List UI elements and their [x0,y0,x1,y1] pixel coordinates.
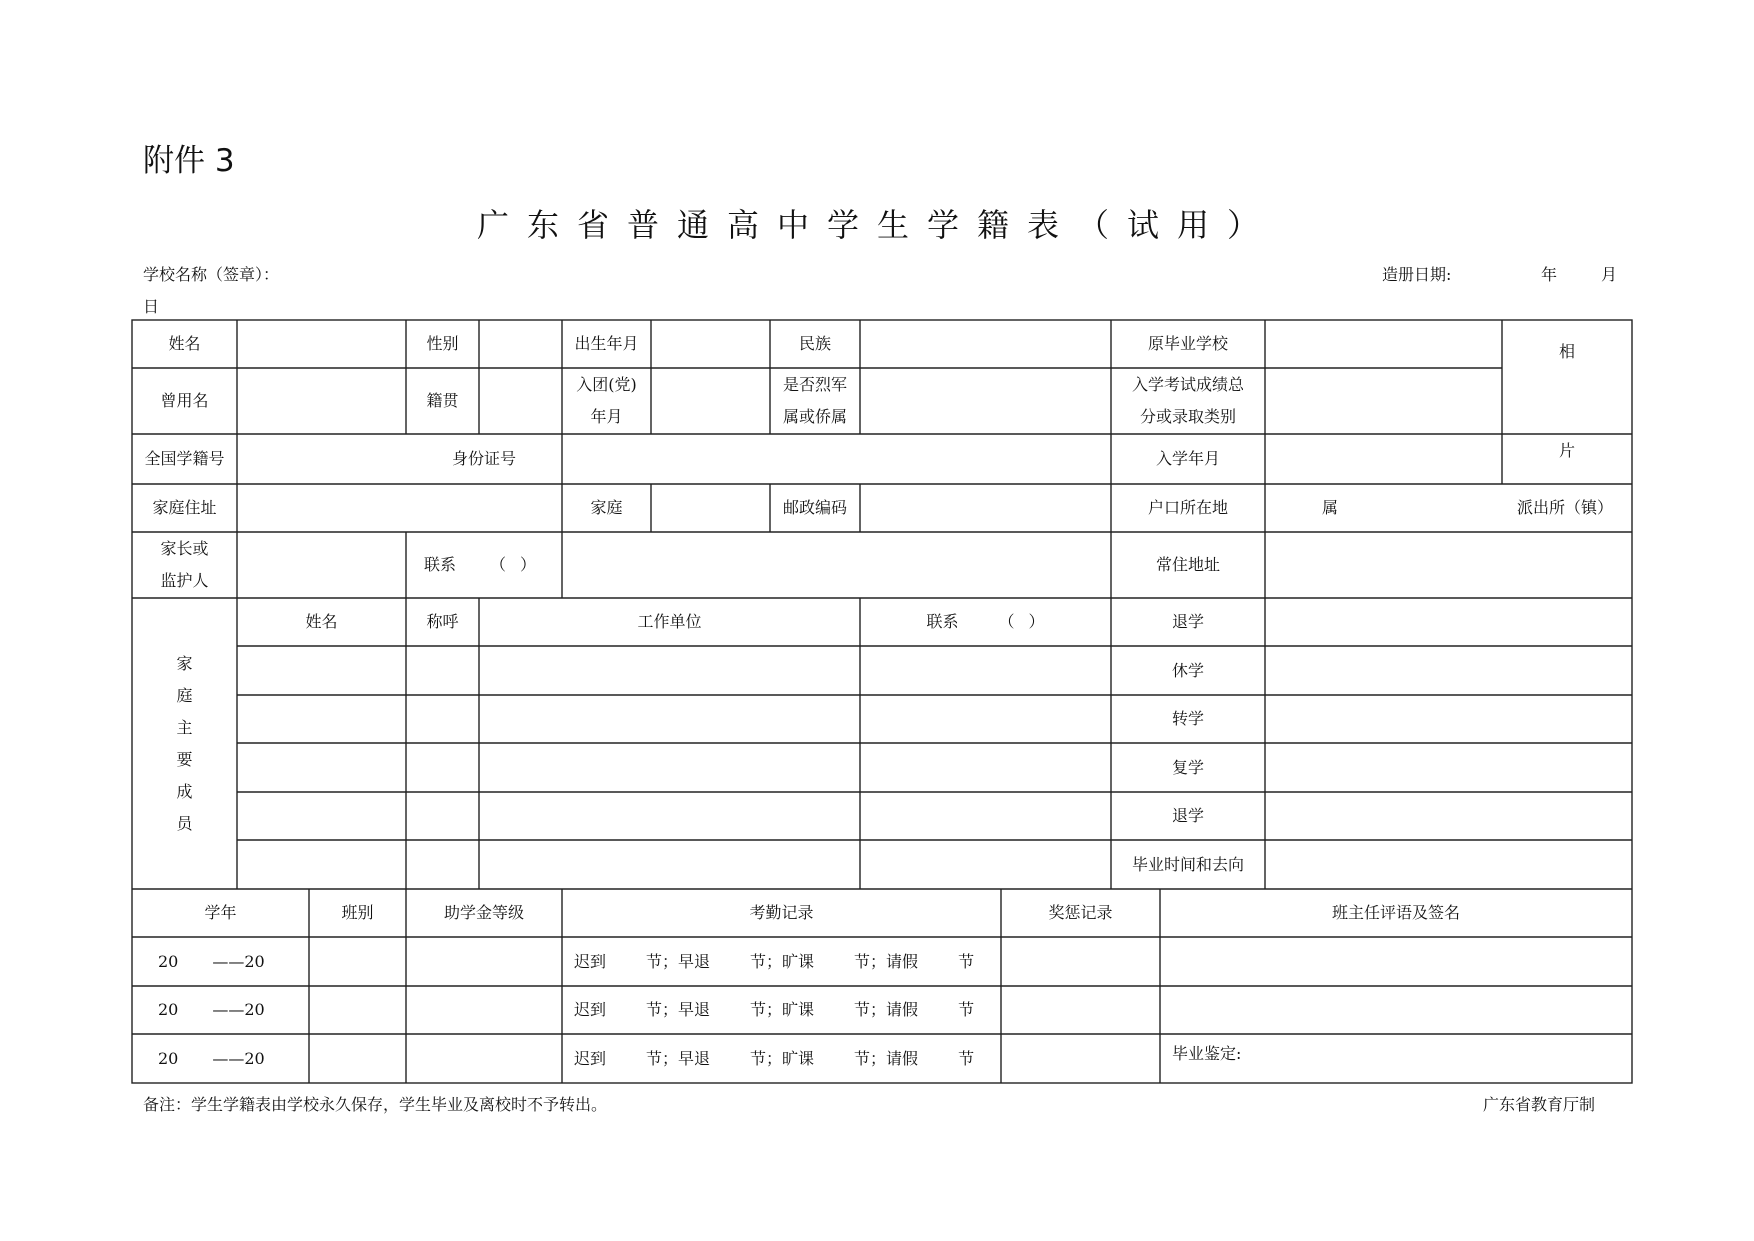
att-absent: 节；旷课 [750,951,815,971]
school-name-label: 学校名称（签章）： [143,265,280,284]
field-residence[interactable] [1265,532,1632,598]
paren-open: （ [490,555,507,574]
label-police-station: 派出所（镇） [1516,498,1613,517]
status-graduation: 毕业时间和去向 [1131,854,1244,874]
contact-text: 联系 [424,555,457,574]
label-name: 姓名 [168,334,201,353]
label-exam [1111,368,1265,434]
label-prev-school: 原毕业学校 [1147,334,1228,353]
month-label: 月 [1601,265,1618,284]
field-gender[interactable] [479,320,562,368]
footer-note: 备注：学生学籍表由学校永久保存，学生毕业及离校时不予转出。 [143,1095,608,1114]
graduation-assessment-label[interactable]: 毕业鉴定: [1172,1044,1242,1063]
year-to: ——20 [212,1048,265,1068]
label-residence: 常住地址 [1155,555,1220,574]
status-resume: 复学 [1171,757,1204,777]
field-league[interactable] [651,368,770,434]
att-end: 节 [958,1048,975,1068]
photo-box[interactable] [1502,384,1632,418]
label-id-no: 身份证号 [451,449,516,468]
records-header-year: 学年 [204,903,237,922]
records-header-class: 班别 [341,903,374,922]
label-guardian [132,532,237,598]
label-guardian-line1: 家长或 [160,539,209,558]
record-row-3-attendance[interactable] [562,1034,1001,1083]
status-suspend: 休学 [1171,660,1204,680]
register-date-label: 造册日期: [1382,265,1452,284]
field-martyr[interactable] [860,368,1111,434]
photo-label-2: 片 [1558,441,1575,460]
label-exam-line1: 入学考试成绩总 [1131,375,1244,394]
label-league [562,368,651,434]
field-former-name[interactable] [237,368,406,434]
label-league-line1: 入团(党) [576,375,637,394]
label-martyr-line2: 属或侨属 [782,407,847,426]
att-late: 迟到 [574,1048,607,1068]
att-absent: 节；旷课 [750,1048,815,1068]
label-hukou: 户口所在地 [1147,498,1228,517]
family-side-label [132,598,237,889]
records-header-rewards: 奖惩记录 [1048,903,1113,922]
field-name[interactable] [237,320,406,368]
label-enroll-date: 入学年月 [1155,449,1220,468]
family-row-3[interactable] [237,743,1111,792]
record-row-2-attendance[interactable] [562,986,1001,1034]
record-rewards[interactable] [1001,937,1160,1083]
att-leave: 节；请假 [854,951,919,971]
paren-close: ） [520,555,537,574]
field-family[interactable] [651,484,770,532]
label-martyr-line1: 是否烈军 [782,375,847,394]
records-header-comments: 班主任评语及签名 [1331,903,1460,922]
family-char-1: 家 [176,653,193,673]
family-char-3: 主 [176,717,193,737]
status-fields[interactable] [1265,598,1632,889]
year-from: 20 [158,951,179,971]
family-header-relation: 称呼 [426,612,459,631]
label-family: 家庭 [590,498,623,517]
records-header-grant: 助学金等级 [443,903,524,922]
att-late: 迟到 [574,1000,607,1019]
label-birth: 出生年月 [574,334,639,353]
family-char-4: 要 [176,749,193,769]
family-header-workplace: 工作单位 [637,612,702,631]
label-postcode: 邮政编码 [782,498,847,517]
field-postcode[interactable] [860,484,1111,532]
att-leave: 节；请假 [854,1000,919,1019]
family-char-2: 庭 [176,685,193,705]
label-former-name: 曾用名 [160,391,209,410]
form-title: 广东省普通高中学生学籍表（试用） [476,206,1277,244]
label-student-no: 全国学籍号 [144,449,225,468]
field-home-address[interactable] [237,484,562,532]
att-early: 节；早退 [646,1000,711,1019]
att-absent: 节；旷课 [750,1000,815,1019]
family-row-5[interactable] [237,840,1111,889]
status-transfer: 转学 [1171,709,1204,728]
records-header-attendance: 考勤记录 [749,903,814,922]
family-paren-open: （ [998,612,1015,631]
record-fields[interactable] [309,937,562,1083]
record-comments[interactable] [1160,937,1632,1034]
att-leave: 节；请假 [854,1048,919,1068]
att-end: 节 [958,951,975,971]
status-dropout-2: 退学 [1171,806,1204,825]
field-prev-school[interactable] [1265,320,1502,368]
family-row-1[interactable] [237,646,1111,695]
field-enroll-date[interactable] [1265,434,1502,484]
label-exam-line2: 分或录取类别 [1139,407,1236,426]
label-ethnicity: 民族 [798,334,831,353]
day-label: 日 [143,297,160,316]
attachment-label: 附件 3 [143,143,235,179]
year-label: 年 [1541,265,1558,284]
label-home-address: 家庭住址 [152,498,217,517]
field-birth[interactable] [651,320,770,368]
photo-label-1: 相 [1558,342,1575,361]
field-exam[interactable] [1265,368,1502,434]
label-martyr [770,368,860,434]
family-char-5: 成 [176,781,193,801]
field-student-no[interactable] [237,434,406,484]
label-guardian-contact [406,532,562,598]
att-end: 节 [958,1000,975,1019]
label-guardian-line2: 监护人 [160,571,209,590]
att-late: 迟到 [574,951,607,971]
family-header-name: 姓名 [305,612,338,631]
label-gender: 性别 [426,334,459,353]
family-row-2[interactable] [237,695,1111,743]
record-row-3-year [132,1034,309,1083]
label-league-line2: 年月 [590,407,623,426]
family-paren-close: ） [1028,612,1045,631]
att-early: 节；早退 [646,1048,711,1068]
record-row-1-year [132,937,309,986]
family-char-6: 员 [176,813,193,833]
record-row-2-year [132,986,309,1034]
field-id-no[interactable] [562,434,1111,484]
label-belongs: 属 [1321,498,1338,517]
status-dropout: 退学 [1171,612,1204,631]
family-contact-text: 联系 [926,612,959,631]
label-native-place: 籍贯 [426,391,459,410]
year-from: 20 [158,1048,179,1068]
year-to: ——20 [212,951,265,971]
family-header-contact [860,598,1111,646]
year-to: ——20 [212,1000,265,1019]
field-native-place[interactable] [479,368,562,434]
att-early: 节；早退 [646,951,711,971]
field-guardian-contact[interactable] [562,532,1111,598]
footer-maker: 广东省教育厅制 [1483,1095,1596,1114]
field-ethnicity[interactable] [860,320,1111,368]
field-guardian[interactable] [237,532,406,598]
year-from: 20 [158,1000,179,1019]
record-row-1-attendance[interactable] [562,937,1001,986]
family-row-4[interactable] [237,792,1111,840]
